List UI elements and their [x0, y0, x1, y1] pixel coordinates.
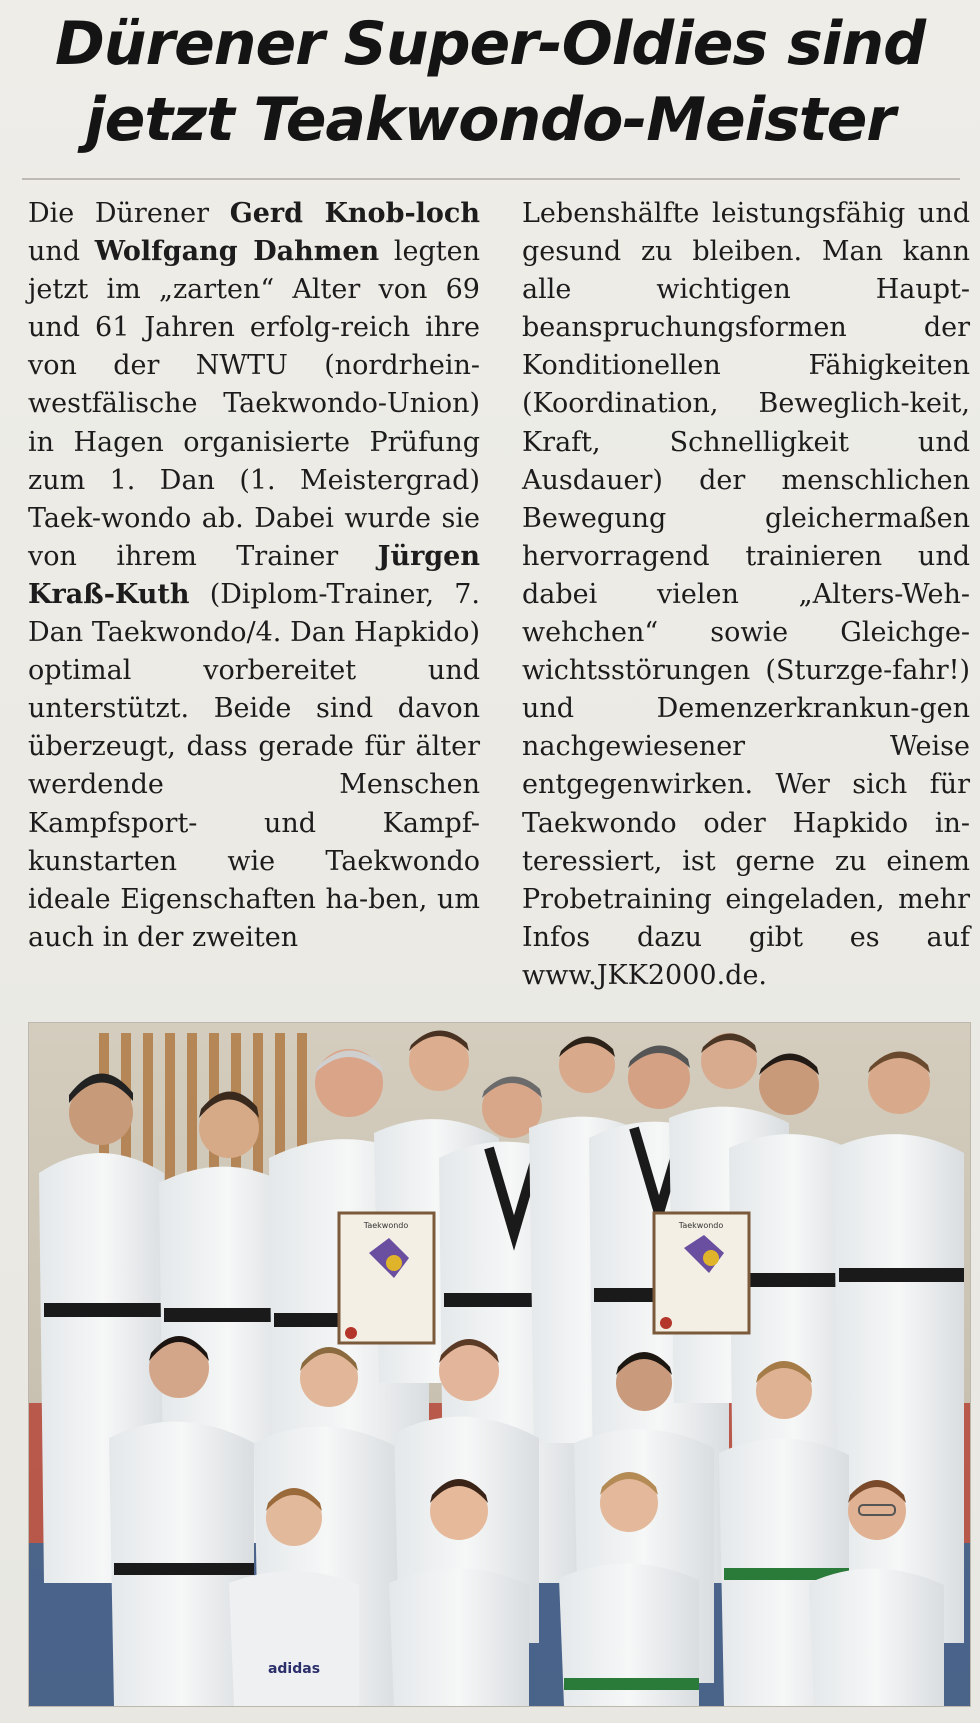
- headline-line-2: jetzt Teakwondo-Meister: [85, 85, 895, 155]
- text-trainer: (Diplom-Trainer, 7. Dan Taekwondo/4. Dan Hapkido) optimal vorbereitet und unterstützt. Beide sind davon überzeugt, dass gerade für älter werdende Menschen Kampfsport- und Kampf-kunstarten wie Taekwondo ideale Eigenschaften ha-ben, um auch in der zweiten: [28, 578, 480, 953]
- article-paragraph-right: Lebenshälfte leistungsfähig und gesund zu bleiben. Man kann alle wichtigen Haupt-beanspruchungsformen der Konditionellen Fähigkeiten (Koordination, Beweglich-keit, Kraft, Schnelligkeit und Ausdauer) der menschlichen Bewegung gleichermaßen hervorragend trainieren und dabei vielen „Alters-Weh-wehchen“ sowie Gleichge-wichtsstörungen (Sturzge-fahr!) und Demenzerkrankun-gen nachgewiesener Weise entgegenwirken. Wer sich für Taekwondo oder Hapkido in-teressiert, ist gerne zu einem Probetraining eingeladen, mehr Infos dazu gibt es auf www.JKK2000.de.: [522, 198, 970, 991]
- shirt-print-adidas: adidas: [267, 1661, 321, 1677]
- group-photo: [28, 1022, 971, 1707]
- certificate-right: [654, 1213, 749, 1333]
- person-name-wolfgang: Wolfgang Dahmen: [94, 236, 380, 268]
- article-paragraph-left: [28, 195, 480, 957]
- text-and: und: [28, 236, 95, 268]
- person-name-juergen: Jürgen Kraß-Kuth: [28, 540, 480, 610]
- person-name-gerd: Gerd Knob-loch: [229, 198, 480, 229]
- certificate-left-title: Taekwondo: [363, 1221, 409, 1230]
- group-photo-illustration: [29, 1023, 970, 1706]
- text-intro: Die Dürener: [28, 198, 230, 229]
- headline: [30, 6, 950, 158]
- certificate-right-title: Taekwondo: [678, 1221, 724, 1230]
- certificate-left: [339, 1213, 434, 1343]
- article-column-left: [28, 195, 480, 957]
- article-column-right: [522, 195, 970, 995]
- text-exam: legten jetzt im „zarten“ Alter von 69 und 61 Jahren erfolg-reich ihre von der NWTU (nordrhein-westfälische Taekwondo-Union) in Hagen organisierte Prüfung zum 1. Dan (1. Meistergrad) Taek-wondo ab. Dabei wurde sie von ihrem Trainer: [28, 236, 480, 572]
- headline-line-1: Dürener Super-Oldies sind: [54, 9, 926, 79]
- headline-divider: [22, 178, 960, 180]
